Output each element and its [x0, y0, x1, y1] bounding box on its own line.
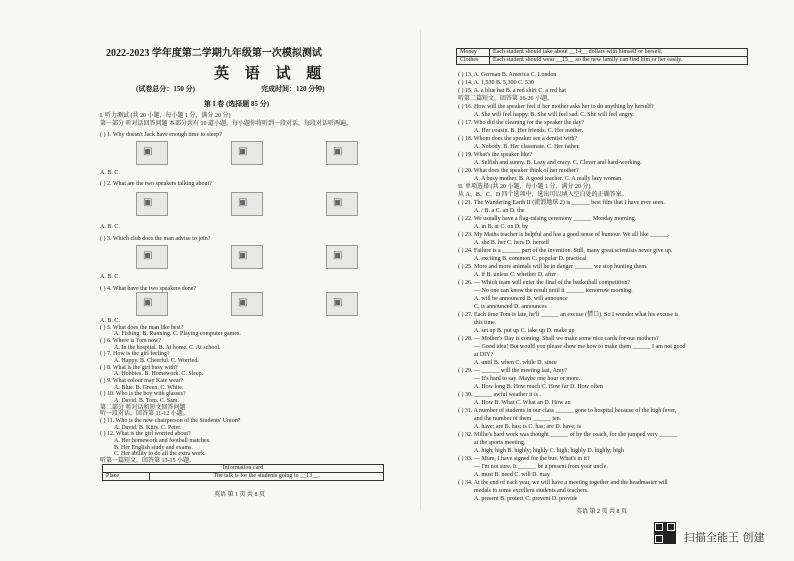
- illustration-icon: ▣: [238, 146, 248, 157]
- text-line: A. B. C.: [100, 274, 120, 280]
- text-line: 第一部分 听对话回答问题 本部分共有 10 道小题，每小题你将听到一段对话，每段对话听两遍。: [100, 121, 353, 127]
- computer-picture: [136, 192, 168, 216]
- swimmer-picture: [136, 245, 168, 269]
- trip-info-table: [456, 48, 748, 65]
- text-line: A. Her homework and football matches.: [114, 438, 211, 444]
- illustration-icon: ▣: [333, 146, 343, 157]
- page-2-footer: 英语 第 2 页 共 8 页: [576, 509, 628, 515]
- text-line: A. present B. protect C. prevent D. provide: [474, 496, 578, 502]
- page-1-footer: 英语 第 1 页 共 8 页: [214, 492, 266, 498]
- text-line: 从 A、B、C、D 四个选项中，选出可以填入空白处的正确答案。: [458, 192, 628, 198]
- text-line: A. Selfish and sunny. B. Lazy and crazy. C. Clever and hard-working.: [474, 160, 642, 166]
- question-line: ( ) 17. Who did the cleaning for the speaker the day?: [458, 120, 585, 126]
- text-line: A. Nobody. B. Her classmate. C. Her father.: [474, 144, 580, 150]
- text-line: --- I'm not sure. It ______ be a present from your uncle.: [474, 464, 608, 470]
- table-cell: Money: [457, 49, 490, 57]
- text-line: A. high; high B. highly; highly C. high; highly D. highly; high: [474, 448, 624, 454]
- text-line: C. is announced D. announces: [474, 304, 547, 310]
- illustration-icon: ▣: [143, 250, 153, 261]
- time-limit: 完成时间：120 分钟): [261, 85, 325, 93]
- question-line: ( ) 2. What are the two speakers talking about?: [100, 181, 212, 187]
- text-line: B. Her English study and exams.: [114, 445, 193, 451]
- people-picture: [326, 192, 358, 216]
- illustration-icon: ▣: [143, 146, 153, 157]
- question-line: ( ) 6. Where is Tom now?: [100, 338, 162, 344]
- text-line: 听一段对话，回答第 11-12 小题。: [100, 411, 189, 417]
- question-line: ( ) 15. A. a blue hat B. a red shirt C. a red hat: [458, 88, 566, 94]
- text-line: A. How long B. How much C. How far D. How often: [474, 384, 603, 390]
- question-line: ( ) 7. How is the girl feeling?: [100, 351, 170, 357]
- question-line: ( ) 14. A. 1,530 B. 5,300 C. 530: [458, 80, 535, 86]
- question-line: ( ) 8. What is the girl busy with?: [100, 365, 178, 371]
- exam-title: 英 语 试 题: [214, 66, 328, 82]
- text-line: A. In the hospital. B. At home. C. At school.: [114, 345, 221, 351]
- question-line: ( ) 34. At the end of each year, we will have a meeting together and the headmaster will: [458, 480, 668, 486]
- question-line: ( ) 20. What does the speaker think of her mother?: [458, 168, 579, 174]
- clock-picture: [136, 141, 168, 165]
- stage-picture: [326, 245, 358, 269]
- question-line: ( ) 9. What colour may Kate wear?: [100, 378, 184, 384]
- question-line: ( ) 12. What is the girl worried about?: [100, 431, 191, 437]
- text-line: A. until B. when C. while D. since: [474, 360, 557, 366]
- crowd-picture: [136, 292, 168, 316]
- text-line: --- No one can know the result until it ______ tomorrow morning.: [474, 288, 633, 294]
- text-line: A. B. C.: [100, 224, 120, 230]
- text-line: 第二部分 听对话和短文回答问题: [100, 405, 186, 411]
- text-line: and the number of them ______ ten.: [474, 416, 562, 422]
- text-line: A. B. C.: [100, 170, 120, 176]
- question-line: ( ) 5. What does the man like best?: [100, 325, 184, 331]
- question-line: ( ) 28. --- Mother's Day is coming. Shall we make some nice cards for our mothers?: [458, 336, 659, 342]
- question-line: ( ) 13. A. German B. America C. London: [458, 72, 557, 78]
- text-line: A. She will feel happy. B. She will feel sad. C. She will feel angry.: [474, 112, 634, 118]
- table-cell: Clothes: [457, 57, 490, 65]
- card-title: Information card: [103, 465, 384, 473]
- illustration-icon: ▣: [143, 197, 153, 208]
- illustration-icon: ▣: [238, 250, 248, 261]
- globe-picture: [231, 292, 263, 316]
- question-line: ( ) 3. Which club does the man advise to join?: [100, 236, 211, 242]
- text-line: --- Good idea! But would you please show me how to make them ______ I am not good: [474, 344, 686, 350]
- group-picture: [326, 292, 358, 316]
- text-line: A. have; are B. has; is C. has; are D. have; is: [474, 424, 582, 430]
- exam-header: 2022-2023 学年度第二学期九年级第一次模拟测试: [106, 48, 322, 59]
- text-line: A. Her cousin. B. Her friends. C. Her mother.: [474, 128, 584, 134]
- text-line: medals to some excellent students and teachers.: [474, 488, 589, 494]
- illustration-icon: ▣: [333, 297, 343, 308]
- part-heading: 第 I 卷 (选择题 85 分): [204, 100, 270, 108]
- question-line: ( ) 19. What's the speaker like?: [458, 152, 533, 158]
- text-line: at the sports meeting.: [474, 440, 526, 446]
- page-1: [96, 0, 388, 520]
- question-line: ( ) 18. Whom does the speaker see a dentist with?: [458, 136, 578, 142]
- tv-picture: [326, 141, 358, 165]
- text-line: A. in B. at C. on D. by: [474, 224, 529, 230]
- text-line: A. if B. unless C. whether D. after: [474, 272, 557, 278]
- text-line: A. Blue. B. Green. C. White.: [114, 385, 184, 391]
- question-line: ( ) 32. Millie's hard work was thought ______ of by the coach, for she jumped very ______: [458, 432, 678, 438]
- question-line: ( ) 26. --- Which team will enter the final of the basketball competition?: [458, 280, 631, 286]
- text-line: this time.: [474, 320, 497, 326]
- illustration-icon: ▣: [238, 297, 248, 308]
- question-line: ( ) 4. What have the two speakers done?: [100, 286, 197, 292]
- text-line: A. set up B. put up C. take up D. make up: [474, 328, 575, 334]
- text-line: C. Her ability to do all the extra work.: [114, 451, 206, 457]
- table-cell: Each student should take about __14__ dollars with himself or herself.: [490, 49, 748, 57]
- text-line: A. A busy mother. B. A good teacher. C. A really lazy woman.: [474, 176, 623, 182]
- page-divider: [420, 30, 421, 510]
- text-line: at DIY?: [474, 352, 494, 358]
- table-cell: Each student should wear __15__ so the new family can find him or her easily.: [490, 57, 748, 65]
- question-line: ( ) 10. Who is the boy with glasses?: [100, 391, 186, 397]
- question-line: ( ) 22. We usually have a flag-raising ceremony ______ Monday morning.: [458, 216, 637, 222]
- building-picture: [231, 192, 263, 216]
- text-line: A. David. B. Tom. C. Sam.: [114, 398, 179, 404]
- question-line: ( ) 1. Why doesn't Jack have enough time to sleep?: [100, 132, 222, 138]
- information-card: [102, 464, 384, 481]
- question-line: ( ) 29. --- ______ will the meeting last, Amy?: [458, 368, 568, 374]
- text-line: A. How B. What C. What an D. How an: [474, 400, 571, 406]
- question-line: ( ) 30. ______ awful weather it is .: [458, 392, 541, 398]
- text-line: A. exciting B. common C. popular D. practical: [474, 256, 587, 262]
- question-line: ( ) 21. The Wandering Earth II (流浪地球 2) is ______ best film that I have ever seen.: [458, 200, 665, 206]
- question-line: ( ) 33. --- Mum, I have signed for the bus. What's in it?: [458, 456, 590, 462]
- text-line: 听第一篇短文，回答第 13-15 小题。: [100, 458, 195, 464]
- text-line: II. 单项选择 (共 20 小题，每小题 1 分，满分 20 分): [458, 184, 591, 190]
- card-text: The talk is for the students going to __13__.: [150, 473, 384, 481]
- illustration-icon: ▣: [238, 197, 248, 208]
- question-line: ( ) 16. How will the speaker feel if her mother asks her to do anything by herself?: [458, 104, 654, 110]
- card-place-label: Place: [103, 473, 150, 481]
- question-line: ( ) 23. My Maths teacher is helpful and has a good sense of humour. We all like ______.: [458, 232, 670, 238]
- total-score: (试卷总分：150 分): [136, 85, 195, 93]
- illustration-icon: ▣: [333, 250, 343, 261]
- question-line: ( ) 31. A number of students in our class ______ gone to hospital because of the high fever,: [458, 408, 677, 414]
- bed-picture: [231, 141, 263, 165]
- text-line: A. David. B. Kitty. C. Peter.: [114, 425, 182, 431]
- text-line: A. Fishing. B. Running. C. Playing computer games.: [114, 331, 241, 337]
- text-line: --- It's hard to say. Maybe one hour or more.: [474, 376, 581, 382]
- question-line: ( ) 25. More and more animals will be in danger ______ we stop hunting them.: [458, 264, 648, 270]
- qr-code-logo: [654, 522, 676, 544]
- text-line: A. Hobbies. B. Homework. C. Sleep.: [114, 371, 204, 377]
- robot-picture: [231, 245, 263, 269]
- page-2: [456, 0, 752, 520]
- scanner-watermark: 扫描全能王 创建: [684, 531, 765, 544]
- illustration-icon: ▣: [333, 197, 343, 208]
- text-line: A. Happy. B. Cheerful. C. Worried.: [114, 358, 199, 364]
- illustration-icon: ▣: [143, 297, 153, 308]
- text-line: A. B. C.: [100, 318, 120, 324]
- text-line: A. / B. a C. an D. the: [474, 208, 525, 214]
- question-line: ( ) 24. Failure is a ______ part of the invention. Still, many great scientists never give up.: [458, 248, 673, 254]
- question-line: ( ) 27. Each time Tom is late, he'll ______ an excuse (借口). So I wonder what his excuse is: [458, 312, 679, 318]
- text-line: I. 听力测试 (共 20 小题，每小题 1 分，满分 20 分): [100, 113, 231, 119]
- text-line: A. will be announced B. will announce: [474, 296, 568, 302]
- text-line: A. she B. her C. hers D. herself: [474, 240, 550, 246]
- text-line: A. must B. need C. will D. may: [474, 472, 550, 478]
- question-line: ( ) 11. Who is the new chairperson of the Students' Union?: [100, 418, 241, 424]
- text-line: 听第二篇短文，回答第 16-20 小题。: [458, 96, 553, 102]
